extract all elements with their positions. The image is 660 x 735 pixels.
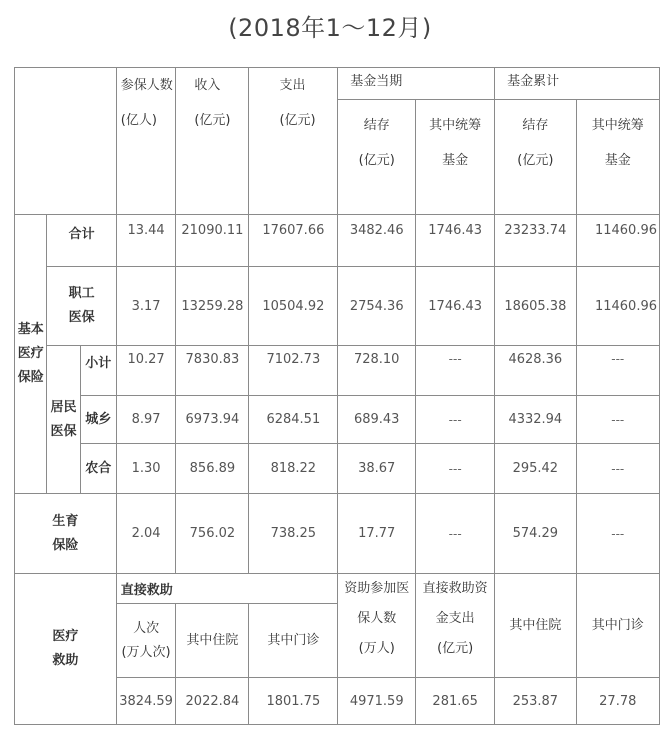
row-label-maternity: 生育 保险 [15, 494, 117, 574]
cell: 38.67 [338, 444, 416, 494]
cell: 1746.43 [416, 267, 495, 346]
row-label-medical-aid: 医疗 救助 [15, 574, 117, 725]
cell: 7102.73 [249, 346, 338, 396]
header-outpatient-2: 其中门诊 [576, 574, 659, 678]
cell: 10.27 [116, 346, 176, 396]
cell: 281.65 [416, 678, 495, 725]
header-inpatient-2: 其中住院 [495, 574, 576, 678]
header-income: 收入 (亿元) [176, 68, 249, 215]
cell: 3.17 [116, 267, 176, 346]
header-fund-current-pooled: 其中统筹 基金 [416, 100, 495, 215]
header-fund-cumulative-balance: 结存 (亿元) [495, 100, 576, 215]
cell: 856.89 [176, 444, 249, 494]
cell: 17607.66 [249, 215, 338, 267]
cell: 21090.11 [176, 215, 249, 267]
cell: 2.04 [116, 494, 176, 574]
cell: 17.77 [338, 494, 416, 574]
row-label-employee: 职工 医保 [47, 267, 116, 346]
cell: --- [576, 396, 659, 444]
cell: 4971.59 [338, 678, 416, 725]
cell: 10504.92 [249, 267, 338, 346]
cell: 18605.38 [495, 267, 576, 346]
cell: --- [416, 396, 495, 444]
cell: --- [416, 444, 495, 494]
cell: 253.87 [495, 678, 576, 725]
header-fund-current-balance: 结存 (亿元) [338, 100, 416, 215]
header-direct-aid-funds: 直接救助资 金支出 (亿元) [416, 574, 495, 678]
cell: 6973.94 [176, 396, 249, 444]
cell: 818.22 [249, 444, 338, 494]
table-row [15, 267, 660, 346]
group-label-resident: 居民 医保 [47, 346, 80, 494]
cell: 13259.28 [176, 267, 249, 346]
cell: 8.97 [116, 396, 176, 444]
table-row [15, 215, 660, 267]
cell: 13.44 [116, 215, 176, 267]
cell: 1801.75 [249, 678, 338, 725]
header-insured: 参保人数 (亿人) [116, 68, 176, 215]
table-row [15, 444, 660, 494]
cell: 295.42 [495, 444, 576, 494]
cell: 11460.96 [576, 215, 659, 267]
table-row [15, 346, 660, 396]
cell: 3482.46 [338, 215, 416, 267]
cell: 738.25 [249, 494, 338, 574]
header-fund-cumulative-pooled: 其中统筹 基金 [576, 100, 659, 215]
header-person-times: 人次 (万人次) [116, 604, 176, 678]
table-row [15, 494, 660, 574]
cell: 27.78 [576, 678, 659, 725]
insurance-stats-table [14, 67, 660, 725]
header-fund-cumulative: 基金累计 [495, 68, 660, 100]
cell: 7830.83 [176, 346, 249, 396]
group-label-basic-medical: 基本 医疗 保险 [15, 215, 47, 494]
cell: 4332.94 [495, 396, 576, 444]
cell: 3824.59 [116, 678, 176, 725]
cell: 23233.74 [495, 215, 576, 267]
cell: 2754.36 [338, 267, 416, 346]
row-label-subtotal: 小计 [80, 346, 116, 396]
header-expense: 支出 (亿元) [249, 68, 338, 215]
header-outpatient: 其中门诊 [249, 604, 338, 678]
cell: --- [416, 494, 495, 574]
cell: 1746.43 [416, 215, 495, 267]
cell: 756.02 [176, 494, 249, 574]
cell: 2022.84 [176, 678, 249, 725]
row-label-urban-rural: 城乡 [80, 396, 116, 444]
cell: --- [576, 494, 659, 574]
cell: 728.10 [338, 346, 416, 396]
header-direct-aid: 直接救助 [116, 574, 337, 604]
cell: 4628.36 [495, 346, 576, 396]
cell: --- [416, 346, 495, 396]
header-corner [15, 68, 117, 215]
row-label-total: 合计 [47, 215, 116, 267]
table-row [15, 396, 660, 444]
row-label-rural-coop: 农合 [80, 444, 116, 494]
cell: 689.43 [338, 396, 416, 444]
cell: 11460.96 [576, 267, 659, 346]
cell: 574.29 [495, 494, 576, 574]
header-fund-current: 基金当期 [338, 68, 495, 100]
cell: --- [576, 444, 659, 494]
page-title: (2018年1～12月) [228, 14, 432, 42]
cell: --- [576, 346, 659, 396]
header-funded-participants: 资助参加医 保人数 (万人) [338, 574, 416, 678]
header-inpatient: 其中住院 [176, 604, 249, 678]
cell: 1.30 [116, 444, 176, 494]
cell: 6284.51 [249, 396, 338, 444]
